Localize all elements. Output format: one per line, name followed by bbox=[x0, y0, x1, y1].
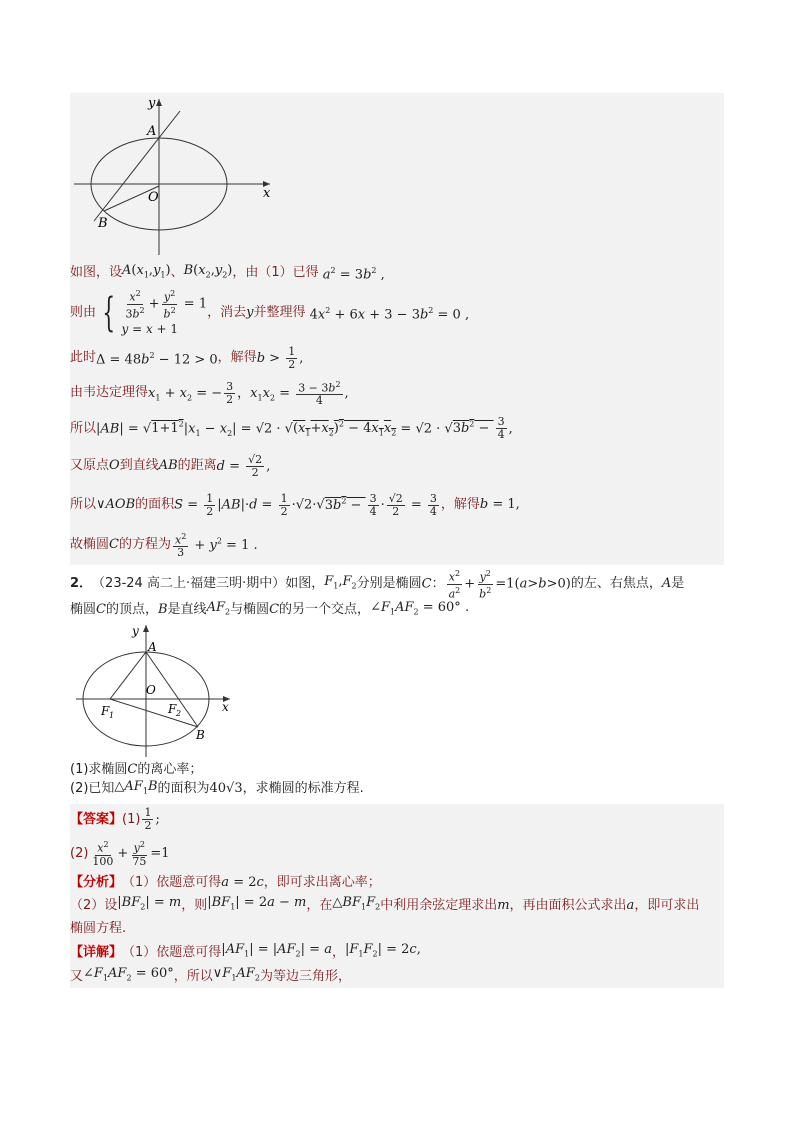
analysis-line-2: （2）设 $|BF_2| = m$ ，则 $|BF_1| = 2a - m$ ，在 $\triangle BF_1F_2$ 中利用余弦定理求出 m ，再由面积公式求出 a ，即可求出 bbox=[70, 894, 724, 918]
eq-vieta: $x_1 + x_2$ = − $\frac{3}{2}$ ，$x_1x_2$ = $\frac{3 - 3b^2}{4}$ , bbox=[148, 379, 349, 408]
figure-2-block bbox=[70, 621, 724, 761]
fig2-label-a: A bbox=[148, 640, 157, 654]
analysis-line-3: 椭圆方程. bbox=[70, 918, 724, 940]
detail-line-1: 【详解】 （1）依题意可得 $|AF_1| = |AF_2| = a$ ， $|F_1F_2| = 2c$, bbox=[70, 940, 724, 966]
svg-text:1: 1 bbox=[109, 711, 115, 720]
eq-angle-60: $\angle F_1AF_2 = 60^\circ$ . bbox=[370, 599, 470, 617]
figure-1-block bbox=[70, 93, 724, 261]
solution-line-7: 所以 ∨AOB 的面积 S = $\frac{1}{2}$ |AB|·d = $\frac{1}{2}$ $\cdot√2\cdot√3b^2$ − $\frac{3}{4}$ · $\frac{√2}{2}$ = $\frac{3}{4}$ ，解得 b = 1, bbox=[70, 485, 724, 525]
solution-line-3: 此时 $\Delta = 48b^2 - 12 > 0$ ，解得 b > $\frac{1}{2}$ , bbox=[70, 341, 724, 375]
solution-line-6: 又原点 O 到直线 AB 的距离 d = $\frac{√2}{2}$ , bbox=[70, 447, 724, 485]
solution-line-5: 所以 $|AB| = √1+1^2|x_1 - x_2| = √2 \cdot √(x_1+x_2)^2 - 4x_1x_2 = √2 \cdot √3b^2$ − $\frac{3}{4}$ , bbox=[70, 411, 724, 447]
eq-a2-3b2: $a^2 = 3b^2$ , bbox=[322, 265, 385, 283]
eq-ellipse-general: C： $\frac{x^2}{a^2}$ + $\frac{y^2}{b^2}$ =1(a>b>0) bbox=[421, 568, 571, 601]
point-b-coords: $B(x_2,y_2)$ bbox=[183, 262, 233, 280]
fig1-label-x: x bbox=[263, 186, 271, 201]
ellipse-figure-1 bbox=[70, 93, 280, 261]
triangle-aob: ∨AOB bbox=[96, 497, 136, 512]
eq-area: S = $\frac{1}{2}$ |AB|·d = $\frac{1}{2}$ $\cdot√2\cdot√3b^2$ − $\frac{3}{4}$ · $\frac{√2}{2}$ = $\frac{3}{4}$ bbox=[174, 491, 437, 518]
fig2-label-x: x bbox=[222, 700, 229, 714]
solution-line-2: 则由 { $\frac{x^2}{3b^2}$ + $\frac{y^2}{b^2}$ = 1 y = x + 1 ，消去 y 并整理得 $4x^2 + 6x + 3 - 3b^2 = 0$ , bbox=[70, 285, 724, 341]
answer-line-1: 【答案】 (1) $\frac{1}{2}$ ; bbox=[70, 804, 724, 836]
fig2-label-y: y bbox=[132, 624, 139, 638]
fig1-label-o: O bbox=[148, 190, 159, 205]
eq-chord-length: $|AB| = √1+1^2|x_1 - x_2| = √2 \cdot √(x_1+x_2)^2 - 4x_1x_2 = √2 \cdot √3b^2$ − $\frac{3}{4}$ , bbox=[96, 414, 513, 441]
eq-b-equals-1: b = 1, bbox=[479, 497, 520, 512]
question-2: 2． （23-24 高二上·福建三明·期中）如图， $F_1,F_2$ 分别是椭圆 C： $\frac{x^2}{a^2}$ + $\frac{y^2}{b^2}$ =1(a>b>0) 的左、右焦点， A 是 椭圆 C 的顶点， B 是直线 $AF_2$ 与椭圆 C 的另一个交点， $\angle F_1AF_2 = 60^\circ$ . bbox=[70, 569, 724, 621]
eq-discriminant: $\Delta = 48b^2 - 12 > 0$ bbox=[96, 350, 218, 368]
fig1-label-b: B bbox=[98, 216, 108, 231]
fig2-label-f2: F bbox=[168, 702, 177, 716]
ellipse-figure-2 bbox=[70, 621, 270, 761]
eq-distance: d = $\frac{√2}{2}$ , bbox=[216, 452, 271, 479]
question-parts: (1)求椭圆 C 的离心率； (2)已知 $\triangle AF_1B$ 的面积为 40√3 ，求椭圆的标准方程. bbox=[70, 762, 364, 797]
eq-b-gt-half: b > $\frac{1}{2}$ , bbox=[256, 344, 304, 371]
solution-line-1: 如图，设 $A(x_1,y_1)$ 、 $B(x_2,y_2)$ ，由（1）已得 $a^2 = 3b^2$ , bbox=[70, 261, 724, 285]
eq-ellipse-answer: $\frac{x^2}{3}$ + $y^2 = 1$ . bbox=[174, 531, 258, 560]
answer-line-2: (2) $\frac{x^2}{100}$ + $\frac{y^2}{75}$ =1 bbox=[70, 836, 724, 872]
solution-line-8: 故椭圆 C 的方程为 $\frac{x^2}{3}$ + $y^2 = 1$ . bbox=[70, 525, 724, 565]
detail-line-2: 又 $\angle F_1AF_2 = 60^\circ$ ，所以 $\vee F_1AF_2$ 为等边三角形， bbox=[70, 966, 724, 988]
svg-text:2: 2 bbox=[176, 709, 182, 718]
fig1-label-y: y bbox=[148, 96, 156, 111]
solution-line-4: 由韦达定理得 $x_1 + x_2$ = − $\frac{3}{2}$ ，$x_1x_2$ = $\frac{3 - 3b^2}{4}$ , bbox=[70, 375, 724, 411]
fig2-label-f1: F bbox=[101, 704, 110, 718]
equation-system: { $\frac{x^2}{3b^2}$ + $\frac{y^2}{b^2}$ = 1 y = x + 1 bbox=[102, 288, 208, 337]
point-a-coords: $A(x_1,y_1)$ bbox=[122, 262, 171, 280]
analysis-line-1: 【分析】 （1）依题意可得 a = 2c ，即可求出离心率； bbox=[70, 872, 724, 894]
eq-quadratic: $4x^2 + 6x + 3 - 3b^2 = 0$ , bbox=[305, 305, 470, 323]
fig1-label-a: A bbox=[147, 124, 157, 139]
fig2-label-o: O bbox=[146, 683, 156, 697]
fig2-label-b: B bbox=[196, 728, 205, 742]
